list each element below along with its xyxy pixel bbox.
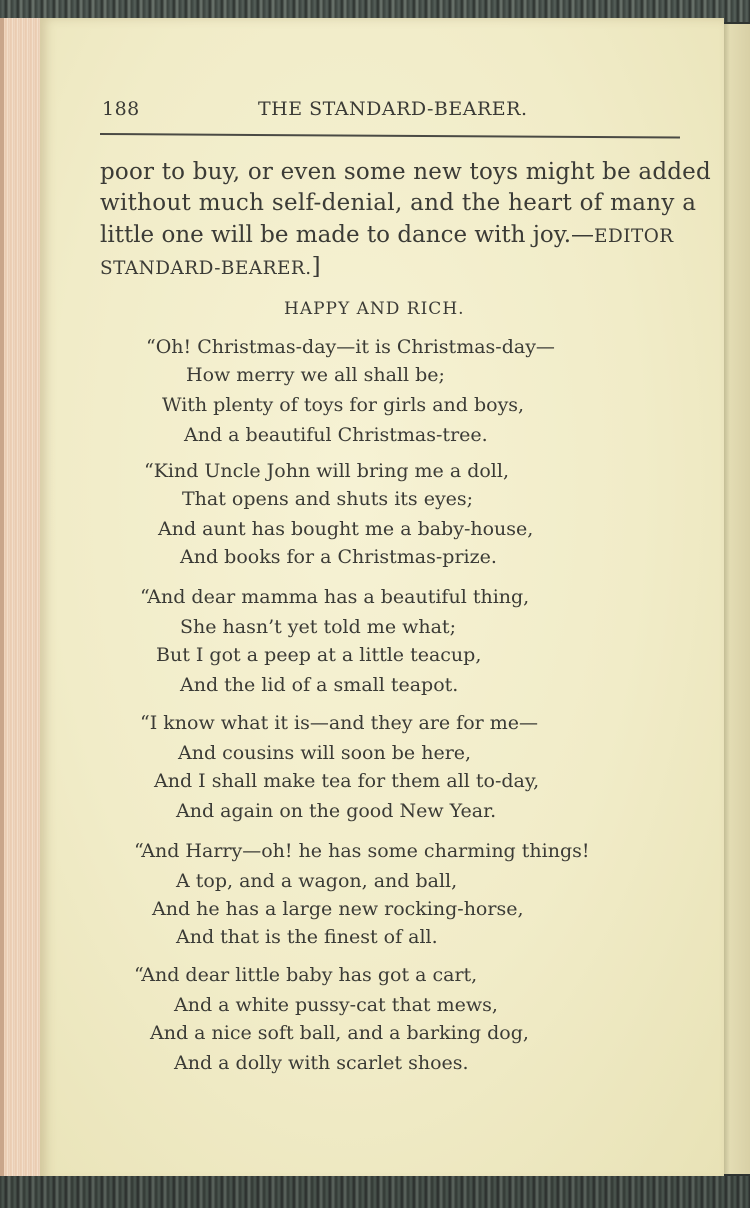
stanza-4-line-1: “I know what it is—and they are for me—	[140, 712, 539, 734]
intro-line-3-text: little one will be made to dance with joy.—	[100, 222, 595, 248]
stanza-2-line-3: And aunt has bought me a baby-house,	[158, 518, 534, 540]
stanza-6-line-1: “And dear little baby has got a cart,	[134, 964, 478, 986]
intro-line-4-smallcaps: STANDARD-BEARER.	[100, 258, 312, 279]
stanza-6-line-3: And a nice soft ball, and a barking dog,	[150, 1022, 529, 1044]
intro-line-4-end: ]	[311, 254, 321, 280]
stanza-4-line-4: And again on the good New Year.	[176, 800, 497, 822]
stanza-6-line-4: And a dolly with scarlet shoes.	[174, 1052, 469, 1074]
stanza-4-line-2: And cousins will soon be here,	[178, 742, 472, 764]
stanza-3-line-2: She hasn’t yet told me what;	[180, 616, 456, 638]
page-number: 188	[102, 98, 140, 120]
stanza-4-line-3: And I shall make tea for them all to-day,	[154, 770, 540, 792]
stanza-2-line-1: “Kind Uncle John will bring me a doll,	[144, 460, 509, 482]
intro-line-3	[100, 224, 674, 247]
stanza-3-line-4: And the lid of a small teapot.	[180, 674, 459, 696]
stanza-2-line-2: That opens and shuts its eyes;	[182, 488, 474, 510]
stanza-2-line-4: And books for a Christmas-prize.	[180, 546, 497, 568]
stanza-5-line-2: A top, and a wagon, and ball,	[176, 870, 458, 892]
stanza-1-line-3: With plenty of toys for girls and boys,	[162, 394, 525, 416]
stanza-5-line-3: And he has a large new rocking-horse,	[152, 898, 524, 920]
intro-line-2: without much self-denial, and the heart of many a	[100, 190, 697, 216]
intro-line-1: poor to buy, or even some new toys might be added	[100, 159, 711, 185]
stanza-6-line-2: And a white pussy-cat that mews,	[174, 994, 498, 1016]
intro-line-3-smallcaps: EDITOR	[594, 226, 674, 247]
stanza-3-line-1: “And dear mamma has a beautiful thing,	[140, 586, 530, 608]
stanza-5-line-1: “And Harry—oh! he has some charming things!	[134, 840, 590, 862]
stanza-1-line-1: “Oh! Christmas-day—it is Christmas-day—	[146, 336, 555, 358]
stanza-1-line-4: And a beautiful Christmas-tree.	[184, 424, 488, 446]
stanza-1-line-2: How merry we all shall be;	[186, 364, 445, 386]
stanza-5-line-4: And that is the finest of all.	[176, 926, 438, 948]
intro-line-4	[100, 256, 321, 279]
stanza-3-line-3: But I got a peep at a little teacup,	[156, 644, 482, 666]
poem-title: HAPPY AND RICH.	[284, 299, 465, 319]
running-title: THE STANDARD-BEARER.	[258, 98, 528, 120]
bottom-binding-edge	[0, 1176, 750, 1208]
